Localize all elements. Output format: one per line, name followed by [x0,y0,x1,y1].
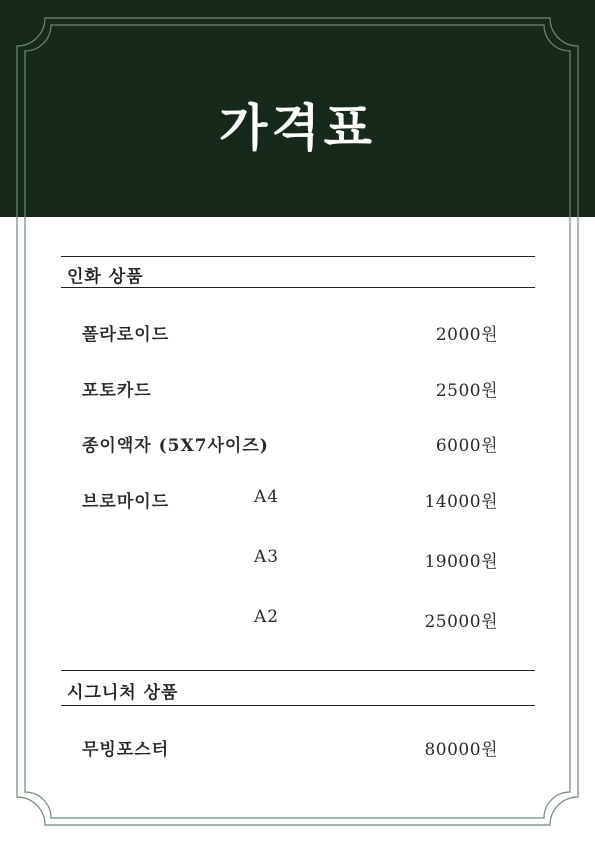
section-title: 시그니처 상품 [67,683,179,703]
item-price: 2000원 [435,325,498,345]
section-rule-bottom [61,287,535,288]
item-name: 브로마이드 [82,492,170,512]
item-size: A2 [254,607,280,627]
item-size: A3 [254,547,280,567]
item-price: 14000원 [424,492,498,512]
item-name: 무빙포스터 [82,740,170,760]
item-name: 포토카드 [82,381,152,401]
item-name: 종이액자 (5X7사이즈) [82,436,269,456]
section-rule-bottom [61,705,535,706]
section-rule-top [61,670,535,671]
item-price: 25000원 [424,612,498,632]
section-rule-top [61,256,535,257]
item-price: 6000원 [435,436,498,456]
item-size: A4 [254,487,280,507]
item-name: 폴라로이드 [82,325,170,345]
section-title: 인화 상품 [67,267,144,287]
item-price: 80000원 [424,740,498,760]
item-price: 19000원 [424,552,498,572]
page-title: 가격표 [219,98,376,157]
item-price: 2500원 [435,381,498,401]
